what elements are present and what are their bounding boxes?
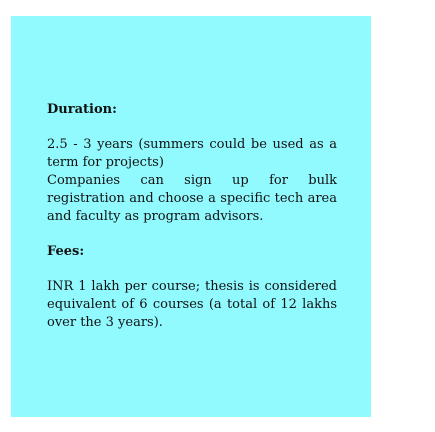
fees-text-1: INR 1 lakh per course; thesis is considered equivalent of 6 courses (a total of 12 lakhs over the 3 years). <box>47 279 337 330</box>
info-panel <box>11 16 371 417</box>
duration-text-1: 2.5 - 3 years (summers could be used as a term for projects) <box>47 137 337 170</box>
duration-text-2: Companies can sign up for bulk registration and choose a specific tech area and faculty as program advisors. <box>47 173 337 224</box>
fees-heading: Fees: <box>47 244 85 259</box>
duration-heading: Duration: <box>47 102 117 117</box>
info-content <box>47 101 337 332</box>
section-spacer <box>47 226 337 243</box>
